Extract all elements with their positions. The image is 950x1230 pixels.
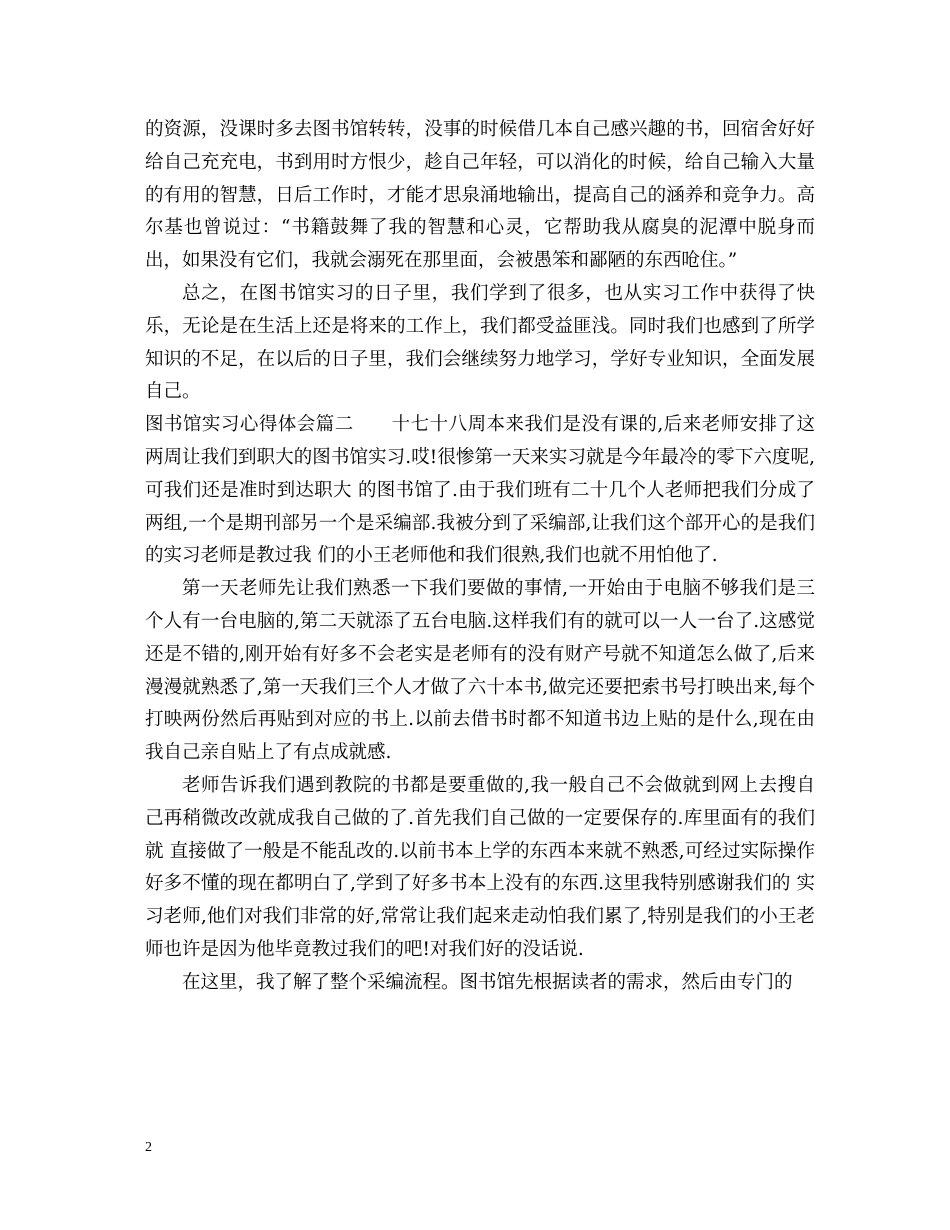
paragraph-6: 在这里，我了解了整个采编流程。图书馆先根据读者的需求，然后由专门的: [182, 971, 793, 993]
document-body: [145, 114, 815, 1000]
paragraph-5: 老师告诉我们遇到教院的书都是要重做的,我一般自己不会做就到网上去搜自己再稍微改改就成我自己做的了.首先我们自己做的一定要保存的.库里面有的我们就 直接做了一般是不能乱改的.以前书本上学的东西本来就不熟悉,可经过实际操作好多不懂的现在都明白了,学到了好多书本上没有的东西.这里我特别感谢我们的 实习老师,他们对我们非常的好,常常让我们起来走动怕我们累了,特别是我们的小王老师也许是因为他毕竟教过我们的吧!对我们好的没话说.: [145, 774, 815, 960]
paragraph-4: 第一天老师先让我们熟悉一下我们要做的事情,一开始由于电脑不够我们是三个人有一台电脑的,第二天就添了五台电脑.这样我们有的就可以一人一台了.这感觉 还是不错的,刚开始有好多不会老实是老师有的没有财产号就不知道怎么做了,后来漫漫就熟悉了,第一天我们三个人才做了六十本书,做完还要把索书号打映出来,每个打映两份然后再贴到对应的书上.以前去借书时都不知道书边上贴的是什么,现在由我自己亲自贴上了有点成就感.: [145, 578, 815, 764]
paragraph-2: 总之，在图书馆实习的日子里，我们学到了很多，也从实习工作中获得了快乐，无论是在生活上还是将来的工作上，我们都受益匪浅。同时我们也感到了所学知识的不足，在以后的日子里，我们会继续努力地学习，学好专业知识，全面发展自己。: [145, 282, 815, 403]
page-number: 2: [145, 1140, 152, 1155]
paragraph-1: 的资源，没课时多去图书馆转转，没事的时候借几本自己感兴趣的书，回宿舍好好给自己充充电，书到用时方恨少，趁自己年轻，可以消化的时候，给自己输入大量的有用的智慧，日后工作时，才能才思泉涌地输出，提高自己的涵养和竞争力。高尔基也曾说过：“书籍鼓舞了我的智慧和心灵，它帮助我从腐臭的泥潭中脱身而出，如果没有它们，我就会溺死在那里面，会被愚笨和鄙陋的东西呛住。”: [145, 119, 815, 272]
paragraph-3-section-heading: 图书馆实习心得体会篇二 十七十八周本来我们是没有课的,后来老师安排了这两周让我们到职大的图书馆实习.哎!很惨第一天来实习就是今年最冷的零下六度呢,可我们还是准时到达职大 的图书馆了.由于我们班有二十几个人老师把我们分成了两组,一个是期刊部另一个是采编部.我被分到了采编部,让我们这个部开心的是我们的实习老师是教过我 们的小王老师他和我们很熟,我们也就不用怕他了.: [145, 414, 815, 567]
